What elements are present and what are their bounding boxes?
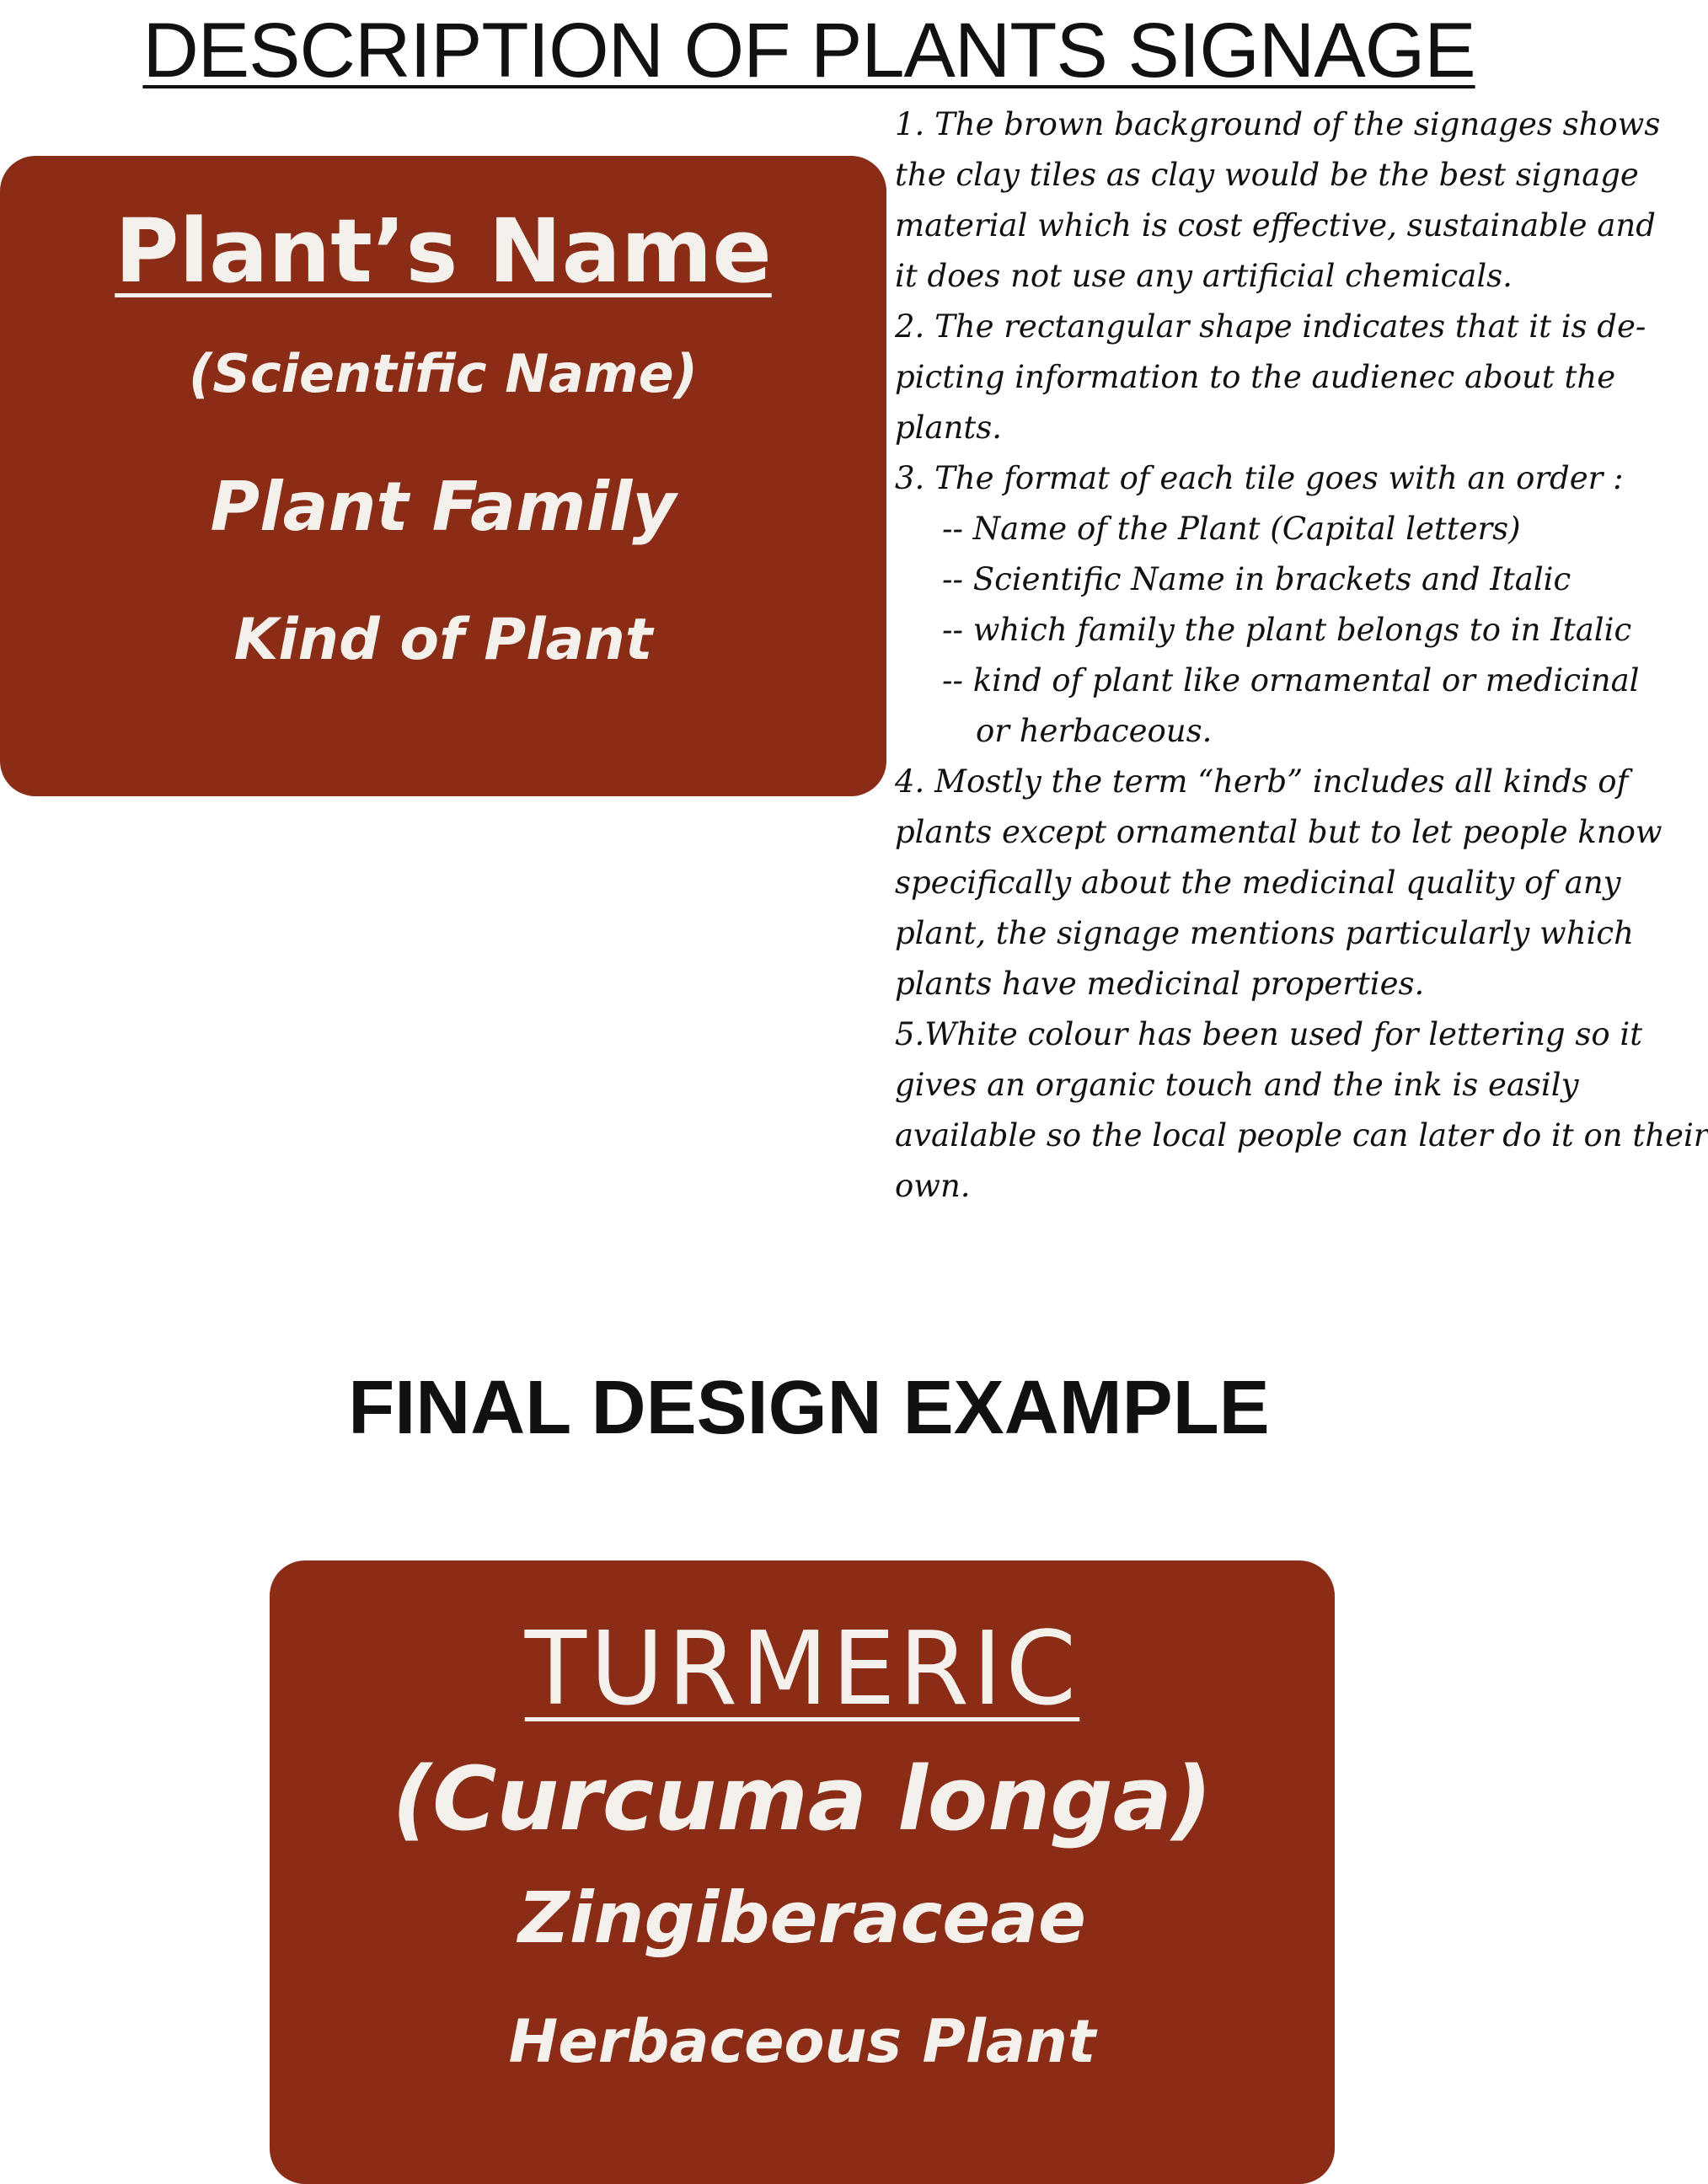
note-sub-item: -- Scientific Name in brackets and Italic <box>942 561 1571 597</box>
note-line: 2. The rectangular shape indicates that it is de- <box>895 308 1646 345</box>
final-plant-name-text: TURMERIC <box>524 1611 1080 1728</box>
note-line: specifically about the medicinal quality of any <box>895 864 1621 901</box>
note-sub-item: -- Name of the Plant (Capital letters) <box>942 511 1521 547</box>
note-line: 1. The brown background of the signages shows <box>895 106 1661 142</box>
template-plant-family: Plant Family <box>210 468 677 546</box>
template-plant-name-text: Plant’s Name <box>115 200 772 302</box>
note-sub-item: or herbaceous. <box>976 713 1213 749</box>
note-line: it does not use any artificial chemicals. <box>895 258 1513 294</box>
page-title-text: DESCRIPTION OF PLANTS SIGNAGE <box>142 8 1475 94</box>
template-plant-name <box>0 200 886 302</box>
template-kind-of-plant: Kind of Plant <box>233 607 653 673</box>
final-plant-name <box>270 1611 1335 1728</box>
note-line: plants. <box>895 410 1003 446</box>
final-design-heading: FINAL DESIGN EXAMPLE <box>348 1366 1270 1450</box>
note-line: 5.White colour has been used for lettering so it <box>895 1016 1643 1052</box>
note-line: picting information to the audienec about the <box>895 359 1616 395</box>
note-line: 4. Mostly the term “herb” includes all kinds of <box>895 763 1629 800</box>
final-scientific-name: (Curcuma longa) <box>392 1748 1213 1850</box>
note-line: material which is cost effective, sustainable and <box>895 207 1656 244</box>
description-notes <box>895 99 1708 1212</box>
template-scientific-name: (Scientific Name) <box>189 343 698 404</box>
note-line: gives an organic touch and the ink is easily <box>895 1067 1579 1103</box>
note-line: 3. The format of each tile goes with an order : <box>895 460 1624 496</box>
page-title <box>0 7 1618 95</box>
final-plant-family: Zingiberaceae <box>517 1876 1087 1959</box>
final-sign <box>270 1560 1335 2184</box>
note-line: own. <box>895 1168 971 1204</box>
final-kind-of-plant: Herbaceous Plant <box>508 2007 1096 2076</box>
note-line: available so the local people can later do it on their <box>895 1117 1708 1154</box>
note-line: plants have medicinal properties. <box>895 966 1425 1002</box>
note-sub-item: -- which family the plant belongs to in Italic <box>942 612 1632 648</box>
note-line: plants except ornamental but to let people know <box>895 814 1662 850</box>
note-line: the clay tiles as clay would be the best signage <box>895 157 1639 193</box>
note-sub-item: -- kind of plant like ornamental or medicinal <box>942 662 1640 699</box>
template-sign <box>0 156 886 796</box>
note-line: plant, the signage mentions particularly which <box>895 915 1634 951</box>
